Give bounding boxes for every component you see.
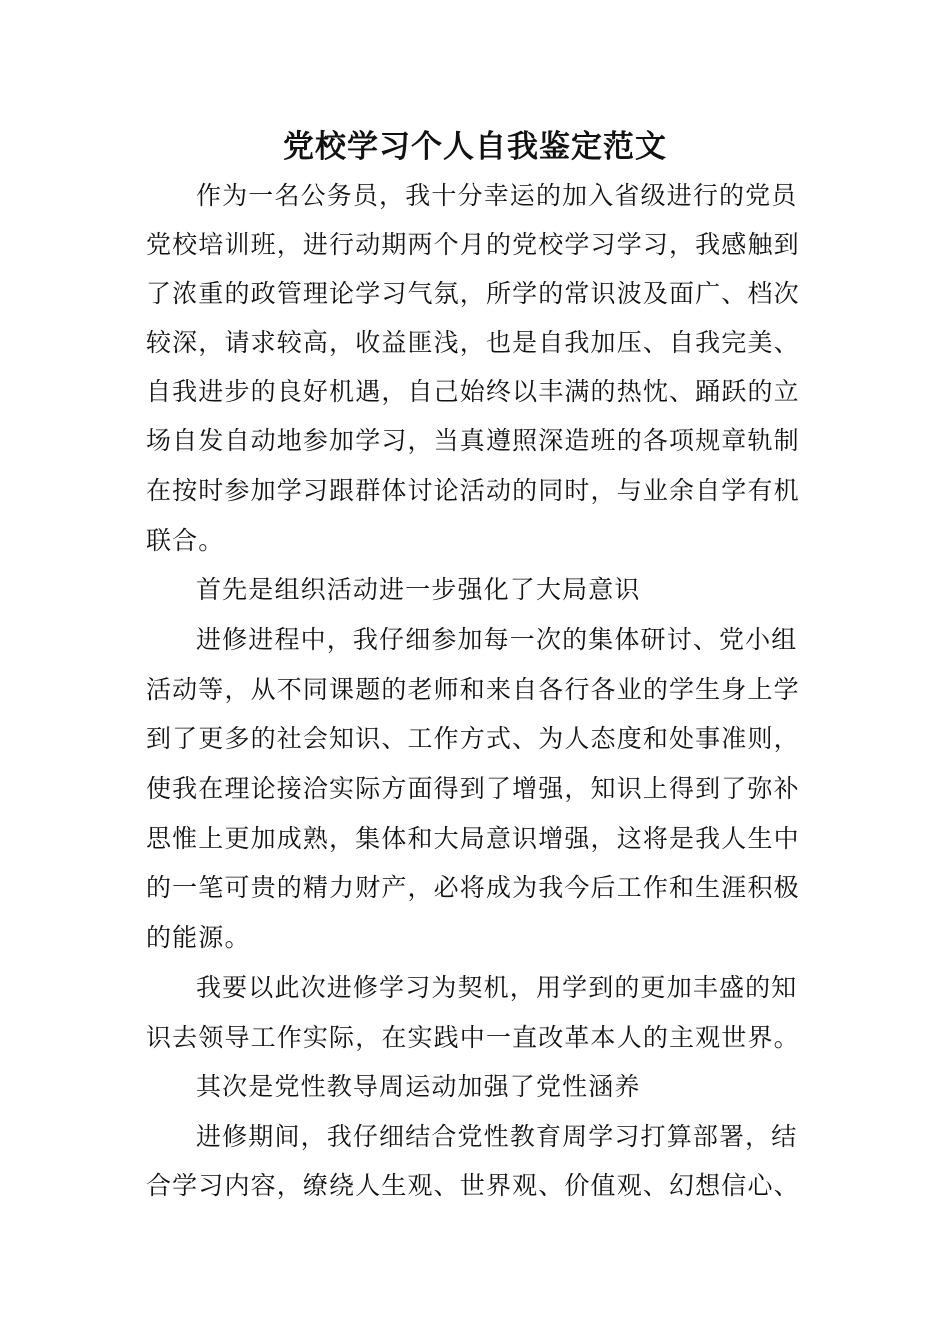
paragraph-line: 进修进程中，我仔细参加每一次的集体研讨、党小组	[196, 625, 798, 654]
paragraph-line: 在按时参加学习跟群体讨论活动的同时，与业余自学有机	[146, 476, 800, 505]
paragraph-line: 自我进步的良好机遇，自己始终以丰满的热忱、踊跃的立	[146, 377, 800, 406]
paragraph-line: 党校培训班，进行动期两个月的党校学习学习，我感触到	[146, 230, 800, 259]
paragraph-line: 到了更多的社会知识、工作方式、为人态度和处事准则，	[146, 724, 800, 753]
paragraph-line: 进修期间，我仔细结合党性教育周学习打算部署，结	[196, 1122, 798, 1151]
paragraph-line: 使我在理论接洽实际方面得到了增强，知识上得到了弥补	[146, 774, 800, 803]
section-heading: 其次是党性教导周运动加强了党性涵养	[196, 1072, 641, 1101]
document-title: 党校学习个人自我鉴定范文	[283, 129, 667, 165]
paragraph-line: 的一笔可贵的精力财产，必将成为我今后工作和生涯积极	[146, 873, 800, 902]
paragraph-line: 活动等，从不同课题的老师和来自各行各业的学生身上学	[146, 675, 800, 704]
paragraph-line: 思惟上更加成熟，集体和大局意识增强，这将是我人生中	[146, 824, 800, 853]
paragraph-line: 的能源。	[146, 923, 251, 952]
paragraph-line: 较深，请求较高，收益匪浅，也是自我加压、自我完美、	[146, 328, 800, 357]
paragraph-line: 识去领导工作实际，在实践中一直改革本人的主观世界。	[146, 1023, 800, 1052]
paragraph-line: 场自发自动地参加学习，当真遵照深造班的各项规章轨制	[146, 426, 800, 455]
paragraph-line: 合学习内容，缭绕人生观、世界观、价值观、幻想信心、	[146, 1171, 800, 1200]
paragraph-line: 联合。	[146, 526, 225, 555]
paragraph-line: 我要以此次进修学习为契机，用学到的更加丰盛的知	[196, 973, 798, 1002]
section-heading: 首先是组织活动进一步强化了大局意识	[196, 575, 641, 604]
paragraph-line: 作为一名公务员，我十分幸运的加入省级进行的党员	[196, 181, 798, 210]
paragraph-line: 了浓重的政管理论学习气氛，所学的常识波及面广、档次	[146, 279, 800, 308]
